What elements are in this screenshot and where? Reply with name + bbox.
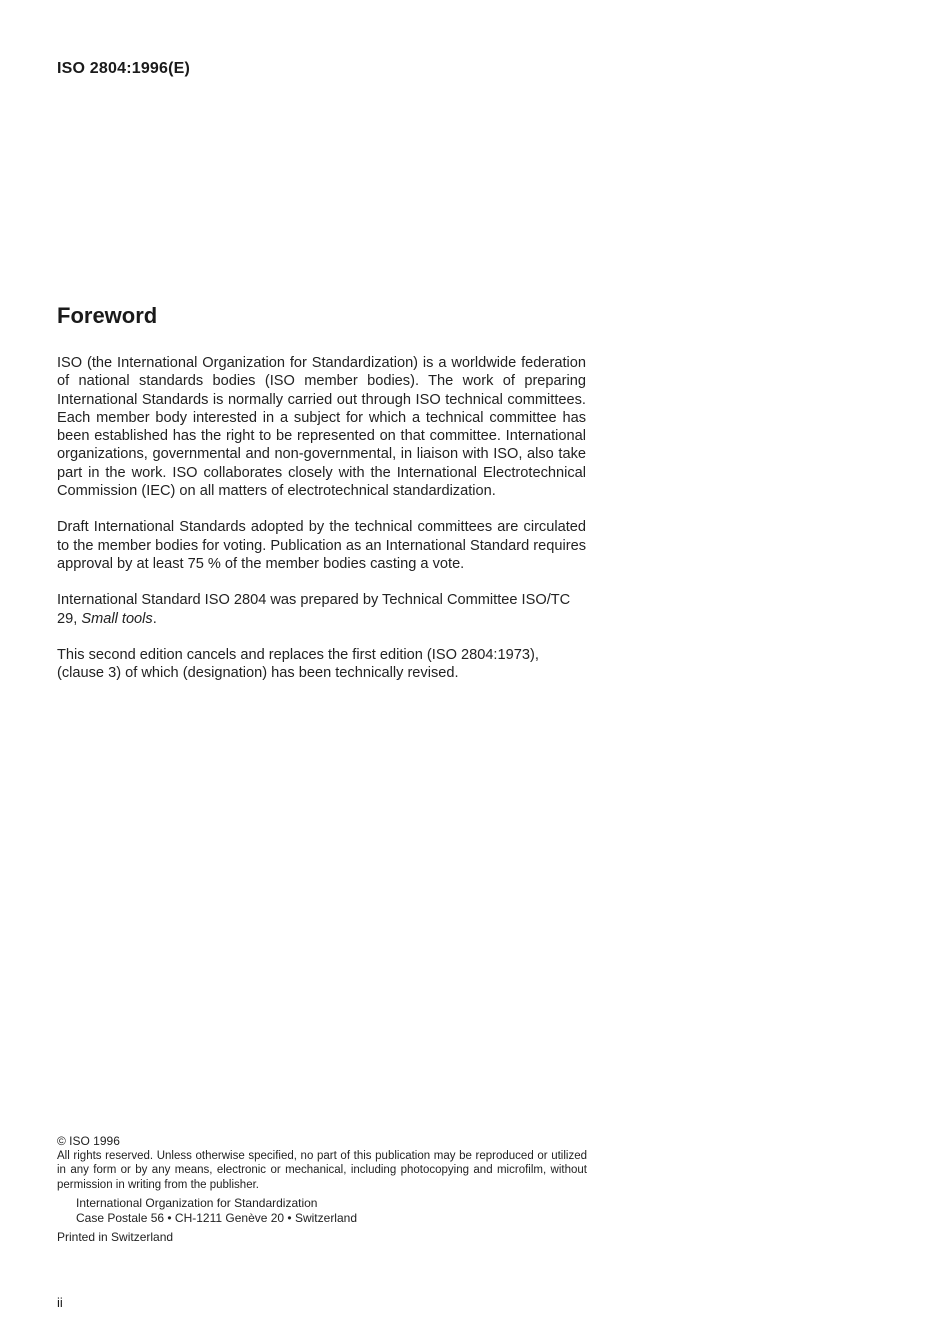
organization-address: Case Postale 56 • CH-1211 Genève 20 • Switzerland <box>76 1210 357 1225</box>
copyright-line: © ISO 1996 <box>57 1134 120 1148</box>
rights-notice: All rights reserved. Unless otherwise specified, no part of this publication may be reproduced or utilized in any form or by any means, electronic or mechanical, including photocopying and microfilm, without permission in writing from the publisher. <box>57 1149 587 1191</box>
paragraph-3-end: . <box>152 610 157 627</box>
foreword-paragraph-4: This second edition cancels and replaces the first edition (ISO 2804:1973), (clause 3) of which (designation) has been technically revised. <box>57 646 539 682</box>
copyright-block <box>57 1134 587 1244</box>
foreword-body <box>57 354 586 700</box>
organization-name: International Organization for Standardization <box>76 1196 318 1211</box>
page-header-doc-id: ISO 2804:1996(E) <box>57 60 191 77</box>
printed-in: Printed in Switzerland <box>57 1229 174 1244</box>
foreword-paragraph-3 <box>57 591 586 628</box>
committee-title: Small tools <box>81 610 153 627</box>
foreword-paragraph-2: Draft International Standards adopted by the technical committees are circulated to the member bodies for voting. Publication as an International Standard requires approval by at least 75 % of the member bodies casting a vote. <box>57 519 586 572</box>
section-title: Foreword <box>57 303 158 328</box>
page-number: ii <box>57 1295 63 1310</box>
foreword-paragraph-1: ISO (the International Organization for Standardization) is a worldwide federation of national standards bodies (ISO member bodies). The work of preparing International Standards is normally carried out through ISO technical committees. Each member body interested in a subject for which a technical committee has been established has the right to be represented on that committee. International organizations, governmental and non-governmental, in liaison with ISO, also take part in the work. ISO collaborates closely with the International Electrotechnical Commission (IEC) on all matters of electrotechnical standardization. <box>57 355 586 500</box>
paragraph-3-text: International Standard ISO 2804 was prepared by Technical Committee ISO/TC 29, <box>57 592 571 627</box>
